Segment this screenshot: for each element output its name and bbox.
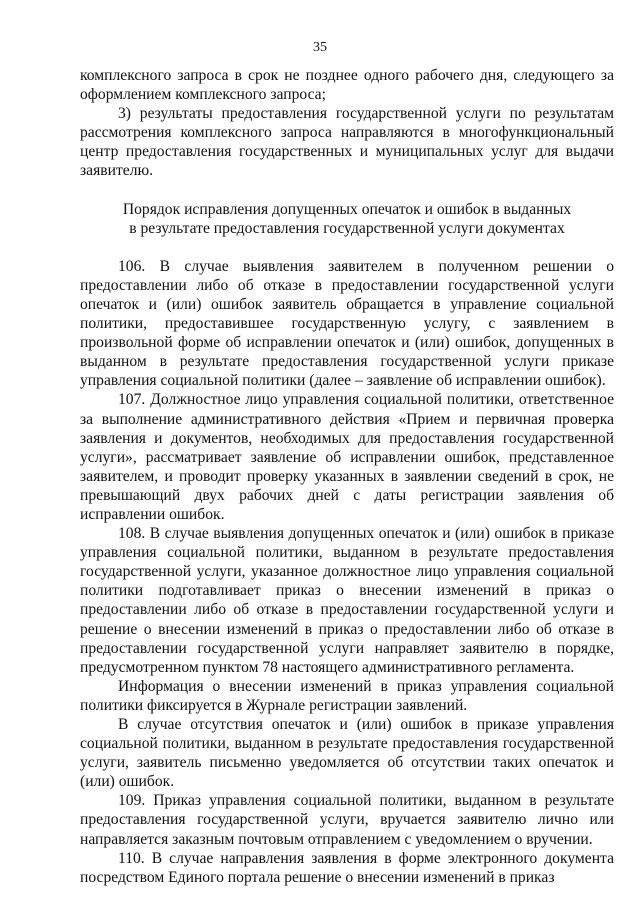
paragraph-110: 110. В случае направления заявления в форме электронного документа посредством Единого портала решение о внесении изменений в приказ: [80, 849, 614, 886]
paragraph-108: 108. В случае выявления допущенных опечаток и (или) ошибок в приказе управления социальной политики, выданном в результате предоставления государственной услуги, указанное должностное лицо управления социальной политики подготавливает приказ о внесении изменений в приказ о предоставлении либо об отказе в предоставлении государственной услуги и решение о внесении изменений в приказ о предоставлении либо об отказе в предоставлении государственной услуги направляет заявителю в порядке, предусмотренном пунктом 78 настоящего административного регламента.: [80, 525, 614, 676]
paragraph-107: 107. Должностное лицо управления социальной политики, ответственное за выполнение административного действия «Прием и первичная проверка заявления и документов, необходимых для предоставления государственной услуги», рассматривает заявление об исправлении ошибок, представленное заявителем, и проводит проверку указанных в заявлении сведений в срок, не превышающий двух рабочих дней с даты регистрации заявления об исправлении ошибок.: [80, 391, 614, 523]
page-number: 35: [313, 40, 327, 55]
section-heading-line-2: в результате предоставления государственной услуги документах: [129, 219, 565, 237]
section-heading: [80, 200, 614, 238]
paragraph-108-absence: В случае отсутствия опечаток и (или) ошибок в приказе управления социальной политики, выданном в результате предоставления государственной услуги, заявитель письменно уведомляется об отсутствии таких опечаток и (или) ошибок.: [80, 716, 614, 791]
paragraph-106: 106. В случае выявления заявителем в полученном решении о предоставлении либо об отказе в предоставлении государственной услуги опечаток и (или) ошибок заявитель обращается в управление социальной политики, предоставившее государственную услугу, с заявлением в произвольной форме об исправлении опечаток и (или) ошибок, допущенных в выданном в результате предоставления государственной услуги приказе управления социальной политики (далее – заявление об исправлении ошибок).: [80, 257, 614, 390]
paragraph-108-info: Информация о внесении изменений в приказ управления социальной политики фиксируется в Журнале регистрации заявлений.: [80, 677, 614, 714]
paragraph-109: 109. Приказ управления социальной политики, выданном в результате предоставления государственной услуги, вручается заявителю лично или направляется заказным почтовым отправлением с уведомлением о вручении.: [80, 792, 614, 848]
paragraph-item-3: 3) результаты предоставления государственной услуги по результатам рассмотрения комплексного запроса направляются в многофункциональный центр предоставления государственных и муниципальных услуг для выдачи заявителю.: [80, 105, 614, 180]
paragraph-continuation: комплексного запроса в срок не позднее одного рабочего дня, следующего за оформлением комплексного запроса;: [80, 67, 614, 104]
section-heading-line-1: Порядок исправления допущенных опечаток и ошибок в выданных: [122, 200, 572, 218]
document-body: [80, 66, 614, 887]
